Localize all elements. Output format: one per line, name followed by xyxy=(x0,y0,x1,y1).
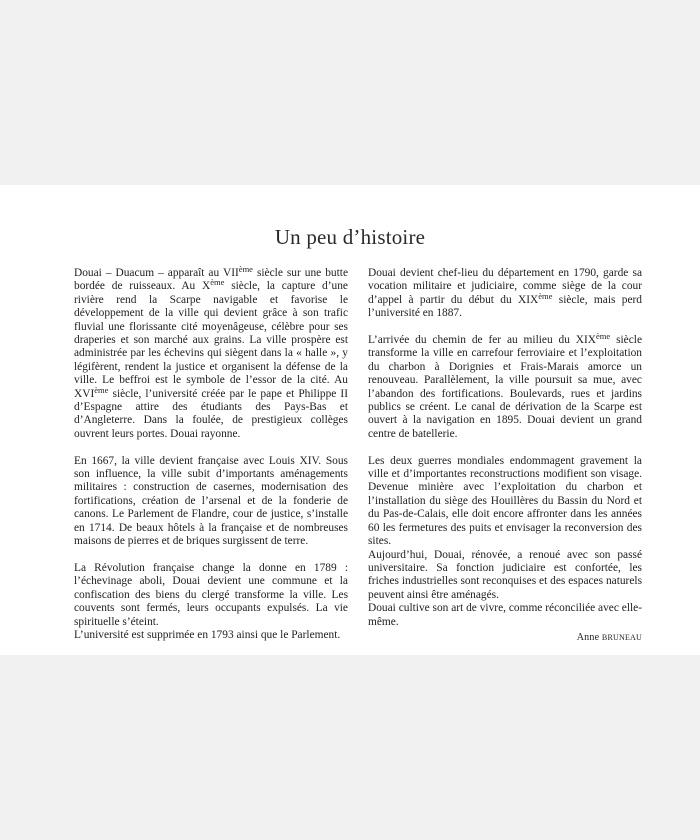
paragraph: En 1667, la ville devient française avec Louis XIV. Sous son influence, la ville subit d’importants aménagements militaires : construction de casernes, modernisation des fortifications, création de l’arsenal et de la fonderie de canons. Le Parlement de Flandre, cour de justice, s’installe en 1714. De beaux hôtels à la française et de nombreuses maisons de pierres et de briques surgissent de terre. xyxy=(74,454,348,548)
paragraph: Les deux guerres mondiales endommagent gravement la ville et d’importantes reconstructions modifient son visage. Devenue minière avec l’exploitation du charbon et l’installation du siège des Houillères du Bassin du Nord et du Pas-de-Calais, elle doit encore affronter dans les années 60 les fermetures des puits et envisager la reconversion des sites. Aujourd’hui, Douai, rénovée, a renoué avec son passé universitaire. Sa fonction judiciaire est confortée, les friches industrielles sont reconquises et des espaces naturels peuvent ainsi être aménagés. Douai cultive son art de vivre, comme réconciliée avec elle-même. xyxy=(368,454,642,628)
paragraph: La Révolution française change la donne en 1789 : l’échevinage aboli, Douai devient une commune et la confiscation des biens du clergé transforme la ville. Les couvents sont fermés, leurs occupants expulsés. La vie spirituelle s’éteint. L’université est supprimée en 1793 ainsi que le Parlement. xyxy=(74,561,348,641)
page-title: Un peu d’histoire xyxy=(274,225,426,249)
paragraph: Douai devient chef-lieu du département en 1790, garde sa vocation militaire et judiciaire, comme siège de la cour d’appel à partir du début du XIXème siècle, mais perd l’université en 1887. xyxy=(368,267,642,320)
paragraph: Douai – Duacum – apparaît au VIIème siècle sur une butte bordée de ruisseaux. Au Xème siècle, la capture d’une rivière rend la Scarpe navigable et favorise le développement de la ville qui devient grâce à son trafic fluvial une florissante cité moyenâgeuse, célèbre pour ses draperies et son marché aux grains. La ville prospère est administrée par les échevins qui siègent dans la « halle », y légifèrent, rendent la justice et organisent la défense de la ville. Le beffroi est le symbole de l’essor de la cité. Au XVIème siècle, l’université créée par le pape et Philippe II d’Espagne attire des étudiants des Pays-Bas et d’Angleterre. Dans la foulée, de prestigieux collèges ouvrent leurs portes. Douai rayonne. xyxy=(74,264,348,440)
right-column xyxy=(368,267,642,644)
document-page xyxy=(0,185,700,655)
left-column xyxy=(74,264,348,656)
author-signature: Anne BRUNEAU xyxy=(576,631,642,643)
paragraph: L’arrivée du chemin de fer au milieu du XIXème siècle transforme la ville en carrefour ferroviaire et l’exploitation du charbon à Dorignies et Frais-Marais amorce un renouveau. Parallèlement, la ville poursuit sa mue, avec l’abandon des fortifications. Boulevards, rues et jardins publics se créent. Le canal de dérivation de la Scarpe est ouvert à la navigation en 1895. Douai devient un grand centre de batellerie. xyxy=(368,331,642,440)
